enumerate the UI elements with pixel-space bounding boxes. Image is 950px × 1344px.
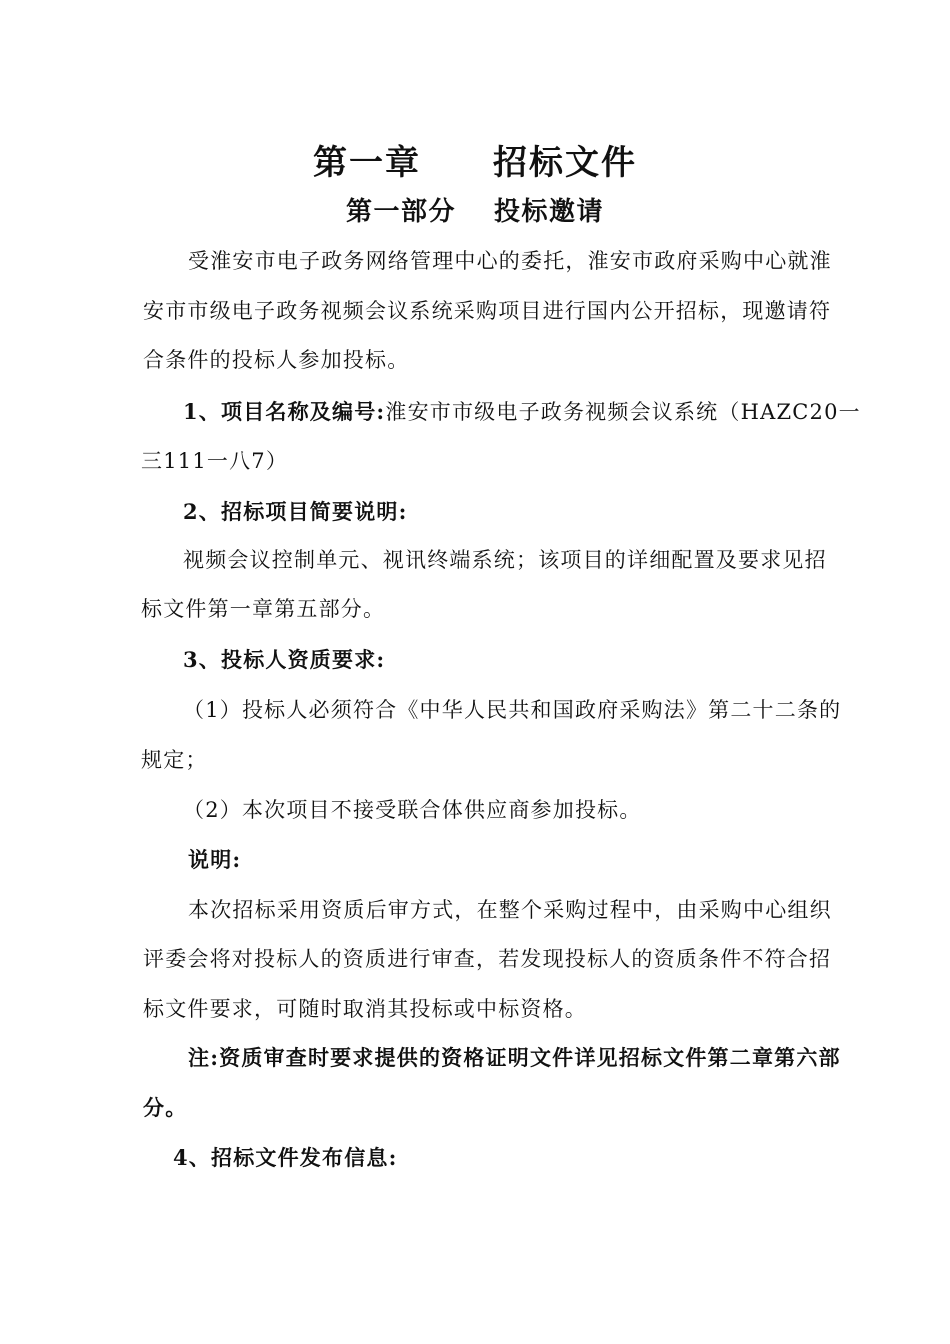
item2-text-2: 标文件第一章第五部分。 [141, 597, 386, 621]
intro-line-2: 安市市级电子政务视频会议系统采购项目进行国内公开招标，现邀请符 [143, 299, 832, 323]
item2-text-1: 视频会议控制单元、视讯终端系统；该项目的详细配置及要求见招 [183, 548, 827, 572]
note-text-1: 本次招标采用资质后审方式，在整个采购过程中，由采购中心组织 [188, 898, 832, 922]
section-title: 第一部分 投标邀请 [345, 197, 605, 227]
item3-label: 3、投标人资质要求: [183, 647, 386, 672]
item3-req2: （2）本次项目不接受联合体供应商参加投标。 [183, 798, 642, 822]
remark-line-2: 分。 [143, 1095, 188, 1120]
note-text-3: 标文件要求，可随时取消其投标或中标资格。 [143, 997, 587, 1021]
item4-label: 4、招标文件发布信息: [173, 1145, 398, 1170]
intro-line-3: 合条件的投标人参加投标。 [143, 348, 410, 372]
chapter-title: 第一章 招标文件 [313, 143, 637, 183]
item3-req1-line-2: 规定； [141, 748, 208, 772]
item3-req1-line-1: （1）投标人必须符合《中华人民共和国政府采购法》第二十二条的 [183, 698, 842, 722]
intro-line-1: 受淮安市电子政务网络管理中心的委托，淮安市政府采购中心就淮 [188, 249, 832, 273]
item1-row [183, 397, 861, 427]
item1-value: 淮安市市级电子政务视频会议系统（HAZC20一 [385, 400, 861, 424]
remark-line-1: 注:资质审查时要求提供的资格证明文件详见招标文件第二章第六部 [188, 1045, 841, 1070]
note-text-2: 评委会将对投标人的资质进行审查，若发现投标人的资质条件不符合招 [143, 947, 832, 971]
item1-value-cont: 三111一八7） [141, 449, 289, 473]
note-label: 说明: [188, 847, 242, 872]
item1-label: 1、项目名称及编号: [183, 399, 386, 424]
item2-label: 2、招标项目简要说明: [183, 499, 408, 524]
